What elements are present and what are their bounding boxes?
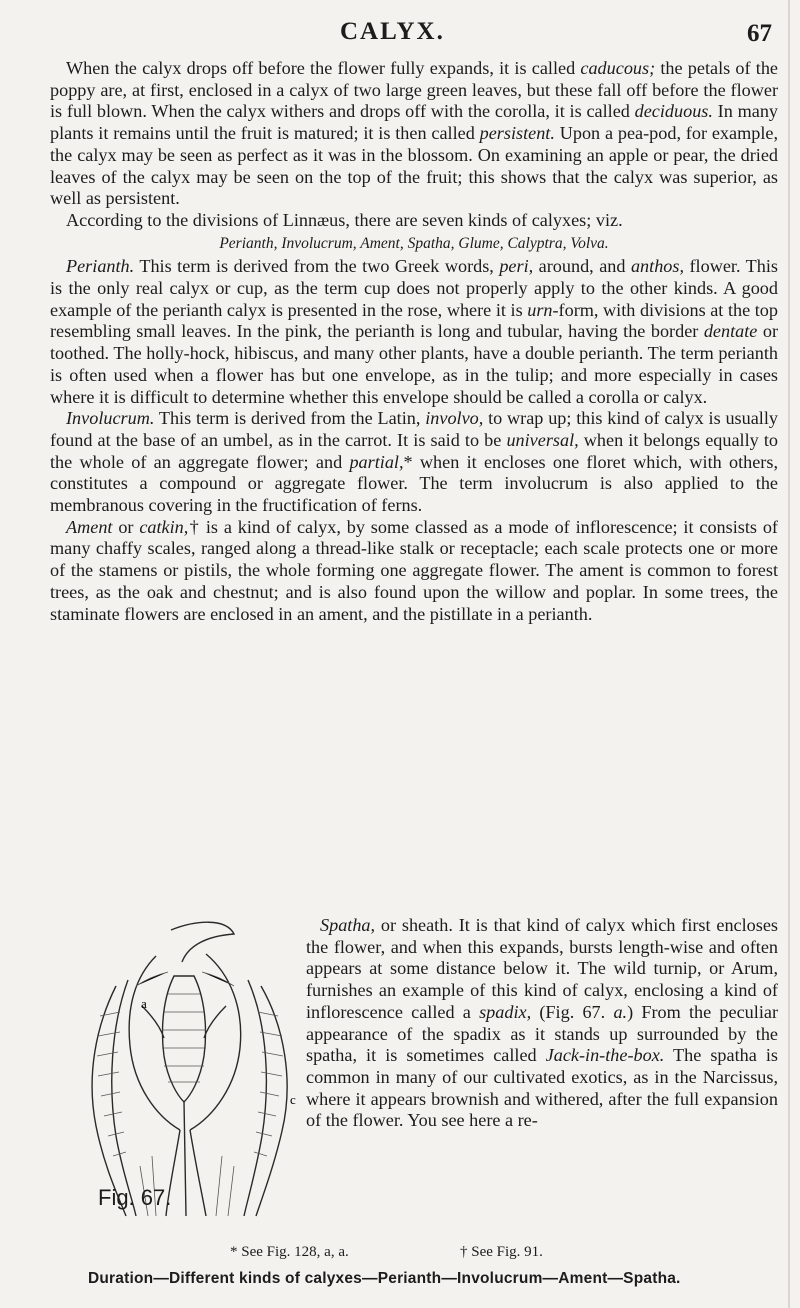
paragraph-perianth: Perianth. This term is derived from the two Greek words, peri, around, and anthos, flower. This is the only real calyx or cup, as the term cup does not properly apply to the other kinds. A good example of the perianth calyx is presented in the rose, where it is urn-form, with divisions at the top resembling small leaves. In the pink, the perianth is long and tubular, having the border dentate or toothed. The holly-hock, hibiscus, and many other plants, have a double perianth. The term perianth is often used when a flower has but one envelope, as in the tulip; and more especially in cases where it is difficult to determine whether this envelope should be called a corolla or calyx. — [50, 256, 778, 407]
figure-label-c: c — [290, 1092, 296, 1107]
paragraph-caducous: When the calyx drops off before the flower fully expands, it is called caducous; the petals of the poppy are, at first, enclosed in a calyx of two large green leaves, but these fall off before the flower is full blown. When the calyx withers and drops off with the corolla, it is called deciduous. In many plants it remains until the fruit is matured; it is then called persistent. Upon a pea-pod, for example, the calyx may be seen as perfect as it was in the blossom. On examining an apple or pear, the dried leaves of the calyx may be seen on the top of the fruit; this shows that the calyx was superior, as well as persistent. — [50, 58, 779, 209]
footnote-1: * See Fig. 128, a, a. — [230, 1244, 349, 1260]
paragraph-spatha: Spatha, or sheath. It is that kind of calyx which first encloses the flower, and when this expands, bursts length-wise and often appears at some distance below it. The wild turnip, or Arum, furnishes an example of this kind of calyx, enclosing a kind of inflorescence called a spadix, (Fig. 67. a.) From the peculiar appearance of the spadix as it stands up surrounded by the spatha, it is sometimes called Jack-in-the-box. The spatha is common in many of our cultivated exotics, as in the Narcissus, where it appears brownish and withered, after the full expansion of the flower. You see here a re- — [306, 915, 779, 1131]
figure-label-a: a — [141, 996, 147, 1011]
term-ament: Ament — [66, 516, 113, 537]
term-perianth: Perianth. — [66, 256, 135, 277]
running-foot: Duration—Different kinds of calyxes—Perianth—Involucrum—Ament—Spatha. — [88, 1270, 681, 1287]
figure-caption: Fig. 67. — [98, 1185, 172, 1210]
figure-67 — [56, 916, 306, 1236]
body-text — [50, 58, 778, 625]
running-head — [0, 14, 800, 50]
term-spatha: Spatha, — [320, 915, 376, 935]
calyx-kinds-list: Perianth, Involucrum, Ament, Spatha, Glume, Calyptra, Volva. — [219, 234, 609, 252]
term-involucrum: Involucrum. — [66, 408, 155, 429]
arum-spatha-illustration — [56, 916, 306, 1226]
running-title: CALYX. — [340, 18, 445, 45]
paragraph-ament: Ament or catkin,† is a kind of calyx, by some classed as a mode of inflorescence; it consists of many chaffy scales, ranged along a thread-like stalk or receptacle; each scale protects one or more of the stamens or pistils, the whole forming one aggregate flower. The ament is common to forest trees, as the oak and chestnut; and is also found upon the willow and poplar. In some trees, the staminate flowers are enclosed in an ament, and the pistillate in a perianth. — [50, 516, 778, 624]
footnote-2: † See Fig. 91. — [460, 1244, 543, 1260]
page-number: 67 — [747, 20, 772, 47]
page-edge-rule — [788, 0, 790, 1308]
spatha-column — [306, 915, 778, 1132]
paragraph-involucrum: Involucrum. This term is derived from the Latin, involvo, to wrap up; this kind of calyx is usually found at the base of an umbel, as in the carrot. It is said to be universal, when it belongs equally to the whole of an aggregate flower; and partial,* when it encloses one floret which, with others, constitutes a compound or aggregate flower. The term involucrum is also applied to the membranous covering in the fructification of ferns. — [50, 408, 778, 516]
paragraph-linnaeus: According to the divisions of Linnæus, there are seven kinds of calyxes; viz. — [66, 209, 623, 230]
